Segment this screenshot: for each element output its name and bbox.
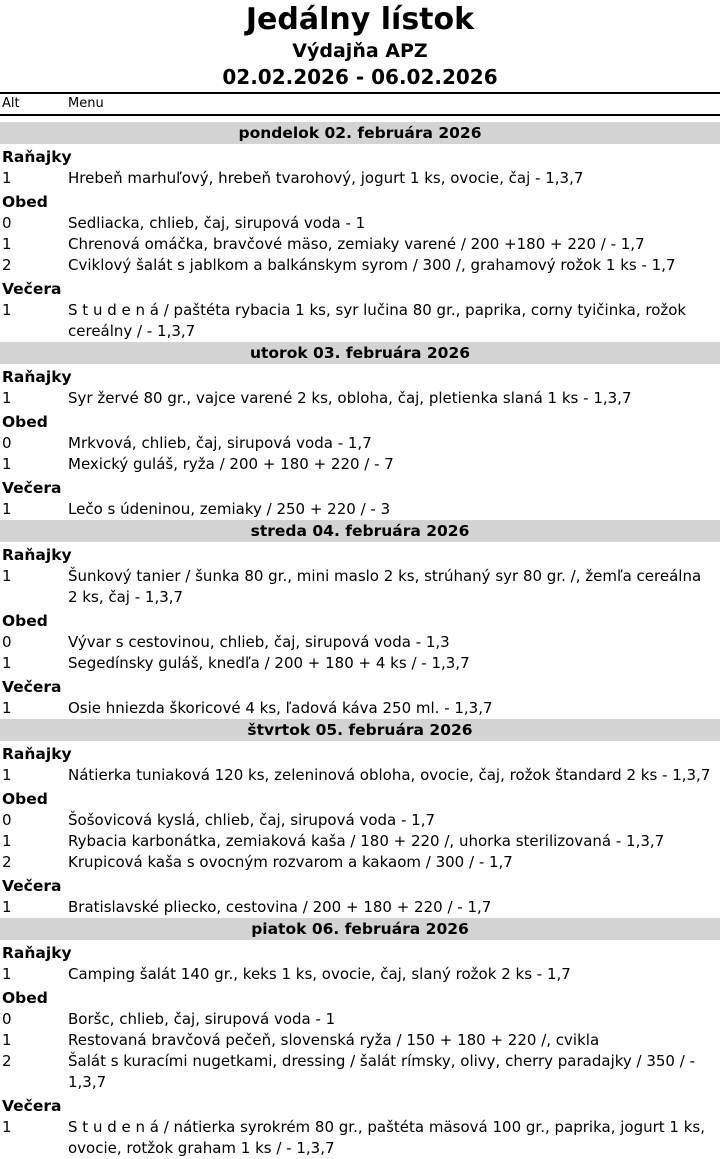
menu-item-alt: 1 <box>2 965 12 983</box>
day-heading: piatok 06. februára 2026 <box>0 918 720 940</box>
meal-heading: Obed <box>2 790 48 808</box>
menu-item-text: Sedliacka, chlieb, čaj, sirupová voda - 1 <box>68 214 366 232</box>
menu-days <box>0 122 720 1159</box>
page-subtitle: Výdajňa APZ <box>292 40 428 62</box>
meal-heading: Obed <box>2 612 48 630</box>
day-heading: štvrtok 05. februára 2026 <box>0 719 720 741</box>
menu-item-text: Segedínsky guláš, knedľa / 200 + 180 + 4 ks / - 1,3,7 <box>68 654 470 672</box>
menu-item-alt: 2 <box>2 256 12 274</box>
menu-item-text: Syr žervé 80 gr., vajce varené 2 ks, obloha, čaj, pletienka slaná 1 ks - 1,3,7 <box>68 389 632 407</box>
meal-heading: Večera <box>2 877 62 895</box>
menu-item-text: Mexický guláš, ryža / 200 + 180 + 220 / - 7 <box>68 455 394 473</box>
menu-item-alt: 0 <box>2 434 12 452</box>
menu-item <box>0 255 720 276</box>
day-heading: pondelok 02. februára 2026 <box>0 122 720 144</box>
menu-item-alt: 1 <box>2 1031 12 1049</box>
menu-item <box>0 1051 720 1093</box>
menu-item-alt: 1 <box>2 169 12 187</box>
day-section <box>0 520 720 719</box>
menu-item-alt: 1 <box>2 235 12 253</box>
menu-item <box>0 698 720 719</box>
menu-item-alt: 1 <box>2 654 12 672</box>
menu-item-alt: 1 <box>2 455 12 473</box>
menu-item-alt: 0 <box>2 214 12 232</box>
menu-item-text: Restovaná bravčová pečeň, slovenská ryža / 150 + 180 + 220 /, cvikla <box>68 1031 600 1049</box>
menu-item <box>0 964 720 985</box>
menu-item-text: Osie hniezda škoricové 4 ks, ľadová káva 250 ml. - 1,3,7 <box>68 699 493 717</box>
menu-item-text: Vývar s cestovinou, chlieb, čaj, sirupová voda - 1,3 <box>68 633 450 651</box>
menu-item-alt: 1 <box>2 500 12 518</box>
menu-item-text: Hrebeň marhuľový, hrebeň tvarohový, jogurt 1 ks, ovocie, čaj - 1,3,7 <box>68 169 584 187</box>
menu-item-alt: 2 <box>2 1052 12 1070</box>
menu-item-alt: 1 <box>2 567 12 585</box>
menu-item <box>0 234 720 255</box>
menu-item-alt: 1 <box>2 766 12 784</box>
meal-heading: Večera <box>2 1097 62 1115</box>
menu-item-text: Šunkový tanier / šunka 80 gr., mini maslo 2 ks, strúhaný syr 80 gr. /, žemľa cereálna 2 ks, čaj - 1,3,7 <box>68 567 702 606</box>
menu-item <box>0 897 720 918</box>
menu-item-text: Rybacia karbonátka, zemiaková kaša / 180 + 220 /, uhorka sterilizovaná - 1,3,7 <box>68 832 665 850</box>
menu-item-text: Cviklový šalát s jablkom a balkánskym syrom / 300 /, grahamový rožok 1 ks - 1,7 <box>68 256 676 274</box>
day-heading: streda 04. februára 2026 <box>0 520 720 542</box>
menu-item-alt: 0 <box>2 633 12 651</box>
menu-item-alt: 0 <box>2 1010 12 1028</box>
menu-item <box>0 1117 720 1159</box>
menu-item-text: Bratislavské pliecko, cestovina / 200 + 180 + 220 / - 1,7 <box>68 898 492 916</box>
meal-heading: Raňajky <box>2 745 72 763</box>
menu-item <box>0 300 720 342</box>
menu-item-alt: 2 <box>2 853 12 871</box>
menu-item-text: Mrkvová, chlieb, čaj, sirupová voda - 1,7 <box>68 434 372 452</box>
menu-item <box>0 810 720 831</box>
menu-item-text: Boršc, chlieb, čaj, sirupová voda - 1 <box>68 1010 336 1028</box>
menu-item <box>0 765 720 786</box>
menu-item-text: Chrenová omáčka, bravčové mäso, zemiaky varené / 200 +180 + 220 / - 1,7 <box>68 235 645 253</box>
meal-heading: Raňajky <box>2 944 72 962</box>
meal-heading: Večera <box>2 280 62 298</box>
menu-item-text: S t u d e n á / paštéta rybacia 1 ks, syr lučina 80 gr., paprika, corny tyičinka, rožok cereálny / - 1,3,7 <box>68 301 687 340</box>
meal-heading: Večera <box>2 479 62 497</box>
date-range: 02.02.2026 - 06.02.2026 <box>222 65 498 89</box>
menu-item <box>0 653 720 674</box>
meal-heading: Raňajky <box>2 148 72 166</box>
menu-item <box>0 1030 720 1051</box>
meal-heading: Obed <box>2 413 48 431</box>
page-title: Jedálny lístok <box>245 2 475 37</box>
menu-item <box>0 433 720 454</box>
menu-item <box>0 632 720 653</box>
menu-item-text: Lečo s údeninou, zemiaky / 250 + 220 / - 3 <box>68 500 391 518</box>
column-alt-label: Alt <box>2 96 20 111</box>
menu-item <box>0 168 720 189</box>
menu-item <box>0 499 720 520</box>
menu-item <box>0 566 720 608</box>
menu-header <box>0 0 720 90</box>
meal-heading: Raňajky <box>2 546 72 564</box>
meal-heading: Večera <box>2 678 62 696</box>
day-heading: utorok 03. februára 2026 <box>0 342 720 364</box>
day-section <box>0 918 720 1159</box>
menu-item <box>0 213 720 234</box>
menu-item-alt: 1 <box>2 1118 12 1136</box>
menu-item <box>0 388 720 409</box>
menu-item-text: Nátierka tuniaková 120 ks, zeleninová obloha, ovocie, čaj, rožok štandard 2 ks - 1,3,7 <box>68 766 711 784</box>
menu-item-alt: 1 <box>2 389 12 407</box>
meal-heading: Obed <box>2 989 48 1007</box>
day-section <box>0 122 720 342</box>
menu-item <box>0 852 720 873</box>
day-section <box>0 342 720 520</box>
menu-item <box>0 1009 720 1030</box>
menu-item <box>0 454 720 475</box>
menu-item-text: Camping šalát 140 gr., keks 1 ks, ovocie, čaj, slaný rožok 2 ks - 1,7 <box>68 965 571 983</box>
menu-item-alt: 0 <box>2 811 12 829</box>
menu-item <box>0 831 720 852</box>
menu-item-alt: 1 <box>2 832 12 850</box>
menu-item-text: S t u d e n á / nátierka syrokrém 80 gr., paštéta mäsová 100 gr., paprika, jogurt 1 ks, ovocie, rotžok graham 1 ks / - 1,3,7 <box>68 1118 706 1157</box>
menu-item-text: Krupicová kaša s ovocným rozvarom a kakaom / 300 / - 1,7 <box>68 853 513 871</box>
column-header <box>0 92 720 116</box>
menu-item-text: Šošovicová kyslá, chlieb, čaj, sirupová voda - 1,7 <box>68 811 436 829</box>
column-menu-label: Menu <box>68 96 104 111</box>
meal-heading: Obed <box>2 193 48 211</box>
day-section <box>0 719 720 918</box>
menu-item-alt: 1 <box>2 301 12 319</box>
meal-heading: Raňajky <box>2 368 72 386</box>
menu-item-alt: 1 <box>2 898 12 916</box>
menu-item-alt: 1 <box>2 699 12 717</box>
menu-item-text: Šalát s kuracími nugetkami, dressing / šalát rímsky, olivy, cherry paradajky / 350 / - 1,3,7 <box>68 1052 695 1091</box>
